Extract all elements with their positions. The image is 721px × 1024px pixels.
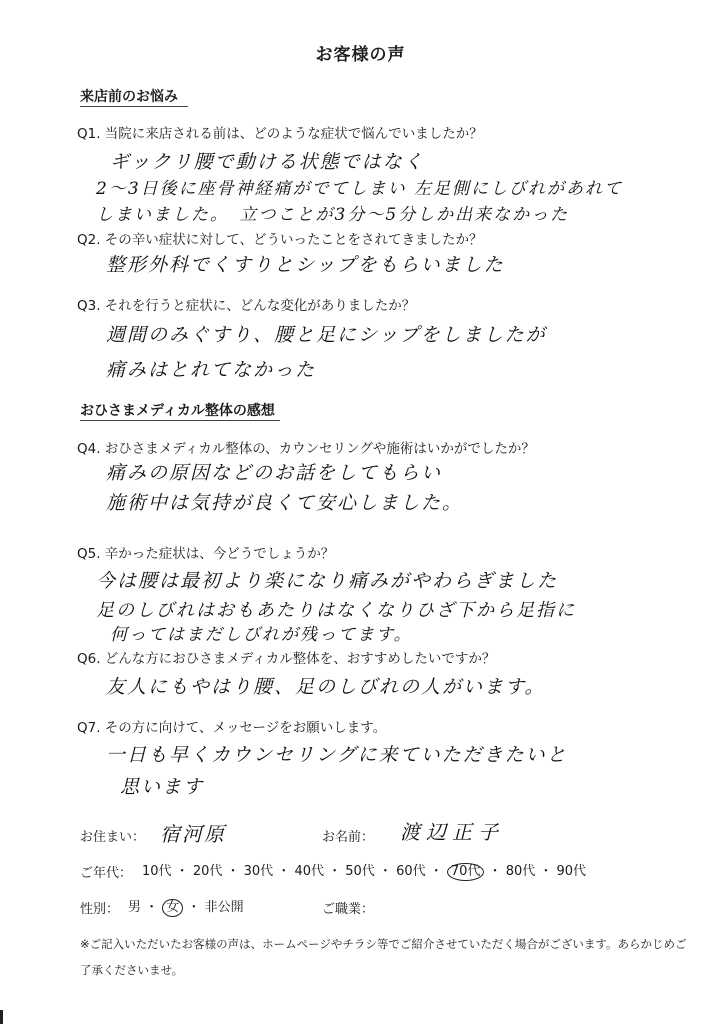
question-7: Q7. その方に向けて、メッセージをお願いします。 xyxy=(77,720,387,736)
name-label: お名前： xyxy=(322,830,375,845)
answer-7-line-1: 一日も早くカウンセリングに来ていただきたいと xyxy=(106,744,568,766)
answer-1-line-1: ギックリ腰で動ける状態ではなく xyxy=(110,151,425,173)
section-heading-before-visit: 来店前のお悩み xyxy=(80,89,178,105)
age-option-60s: 60代 xyxy=(396,864,426,879)
question-3: Q3. それを行うと症状に、どんな変化がありましたか？ xyxy=(77,298,416,314)
name-value: 渡辺正子 xyxy=(400,820,504,844)
answer-2-line-1: 整形外科でくすりとシップをもらいました xyxy=(106,254,505,276)
answer-4-line-2: 施術中は気持が良くて安心しました。 xyxy=(106,492,464,514)
age-option-80s: 80代 xyxy=(505,864,536,879)
age-option-90s: 90代 xyxy=(556,864,587,879)
age-option-50s: 50代 xyxy=(345,864,375,879)
answer-4-line-1: 痛みの原因などのお話をしてもらい xyxy=(106,462,443,484)
gender-options: 男 ・ 女 ・ 非公開 xyxy=(128,896,244,917)
age-option-70s-circled: 70代 xyxy=(447,863,485,881)
gender-option-male: 男 xyxy=(128,900,142,915)
section-heading-impressions: おひさまメディカル整体の感想 xyxy=(80,403,275,419)
question-2: Q2. その辛い症状に対して、どういったことをされてきましたか？ xyxy=(77,232,483,248)
section-underline xyxy=(80,420,280,421)
page-title: お客様の声 xyxy=(315,45,406,65)
address-value: 宿河原 xyxy=(160,822,226,846)
answer-3-line-2: 痛みはとれてなかった xyxy=(106,359,317,381)
section-underline xyxy=(80,106,188,107)
question-1: Q1. 当院に来店される前は、どのような症状で悩んでいましたか？ xyxy=(77,126,483,142)
age-options: 10代 ・ 20代 ・ 30代 ・ 40代 ・ 50代 ・ 60代 ・ 70代 ・ 80代 ・ 90代 xyxy=(142,860,586,881)
question-5: Q5. 辛かった症状は、今どうでしょうか？ xyxy=(77,546,335,562)
age-label: ご年代： xyxy=(80,866,133,881)
answer-5-line-3: 何ってはまだしびれが残ってます。 xyxy=(110,625,413,645)
answer-3-line-1: 週間のみぐすり、腰と足にシップをしましたが xyxy=(106,324,547,346)
question-6: Q6. どんな方におひさまメディカル整体を、おすすめしたいですか？ xyxy=(77,651,496,667)
age-option-10s: 10代 xyxy=(142,864,172,879)
address-label: お住まい： xyxy=(80,830,146,845)
question-4: Q4. おひさまメディカル整体の、カウンセリングや施術はいかがでしたか？ xyxy=(77,441,535,457)
answer-5-line-1: 今は腰は最初より楽になり痛みがやわらぎました xyxy=(96,570,559,592)
answer-5-line-2: 足のしびれはおもあたりはなくなりひざ下から足指に xyxy=(96,600,576,621)
answer-6-line-1: 友人にもやはり腰、足のしびれの人がいます。 xyxy=(106,676,546,698)
occupation-label: ご職業： xyxy=(322,902,375,917)
age-option-40s: 40代 xyxy=(294,864,324,879)
answer-7-line-2: 思います xyxy=(120,776,205,798)
age-option-30s: 30代 xyxy=(243,864,274,879)
disclaimer-line-2: 了承くださいませ。 xyxy=(80,963,184,977)
gender-label: 性別： xyxy=(80,902,120,917)
answer-1-line-2: 2〜3日後に座骨神経痛がでてしまい 左足側にしびれがあれて xyxy=(96,179,624,199)
gender-option-private: 非公開 xyxy=(204,900,244,915)
disclaimer-line-1: ※ご記入いただいたお客様の声は、ホームページやチラシ等でご紹介させていただく場合がございます。あらかじめご xyxy=(80,937,687,951)
scan-edge-mark xyxy=(0,1010,3,1024)
age-option-20s: 20代 xyxy=(192,864,223,879)
answer-1-line-3: しまいました。 立つことが3分〜5分しか出来なかった xyxy=(96,205,570,225)
gender-option-female-circled: 女 xyxy=(162,899,183,917)
